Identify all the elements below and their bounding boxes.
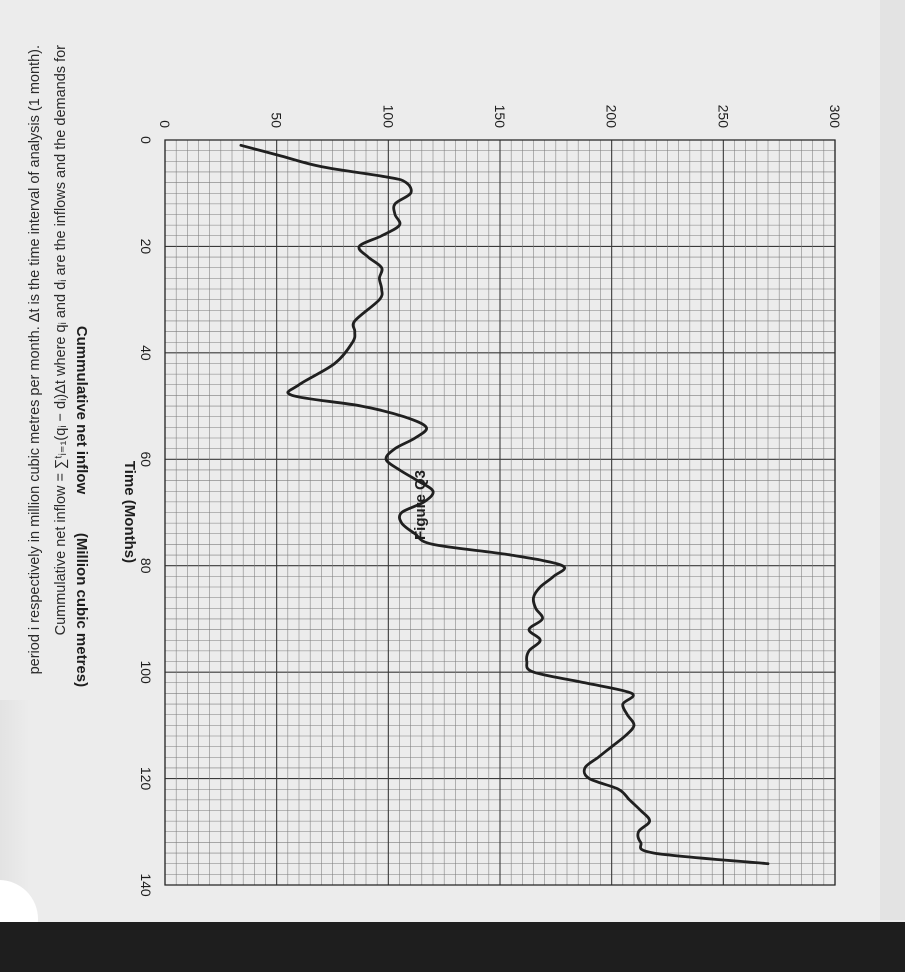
x-tick-label: 0 (138, 136, 154, 144)
y-tick-label: 250 (715, 104, 732, 128)
chart-units: (Million cubic metres) (73, 532, 90, 688)
y-tick-label: 50 (268, 112, 285, 128)
x-tick-label: 140 (138, 873, 154, 897)
x-tick-label: 120 (138, 766, 154, 791)
x-tick-label: 40 (138, 345, 154, 361)
caption-line-1: Cummulative net inflow = ∑ᵗᵢ₌₁(qᵢ − dᵢ)Δt where qᵢ and dᵢ are the inflows and the demands for (53, 45, 69, 636)
y-tick-label: 200 (603, 104, 620, 128)
chart-grid (165, 140, 835, 885)
page-shadow (0, 700, 30, 900)
x-tick-label: 20 (138, 238, 154, 255)
y-tick-label: 0 (157, 120, 173, 128)
x-axis-title: Time (Months) (121, 460, 138, 564)
x-tick-label: 100 (138, 660, 154, 684)
y-tick-label: 100 (380, 104, 397, 128)
bottom-bar (0, 922, 905, 972)
y-tick-label: 300 (827, 104, 843, 128)
caption-line-2: period i respectively in million cubic metres per month. Δt is the time interval of analysis (1 month). (27, 45, 43, 675)
chart-title: Cummulative net inflow (73, 325, 90, 495)
y-tick-label: 150 (492, 104, 508, 128)
x-tick-label: 80 (138, 557, 154, 574)
figure-label: Figure Q3 (412, 470, 429, 541)
x-tick-label: 60 (138, 451, 154, 468)
